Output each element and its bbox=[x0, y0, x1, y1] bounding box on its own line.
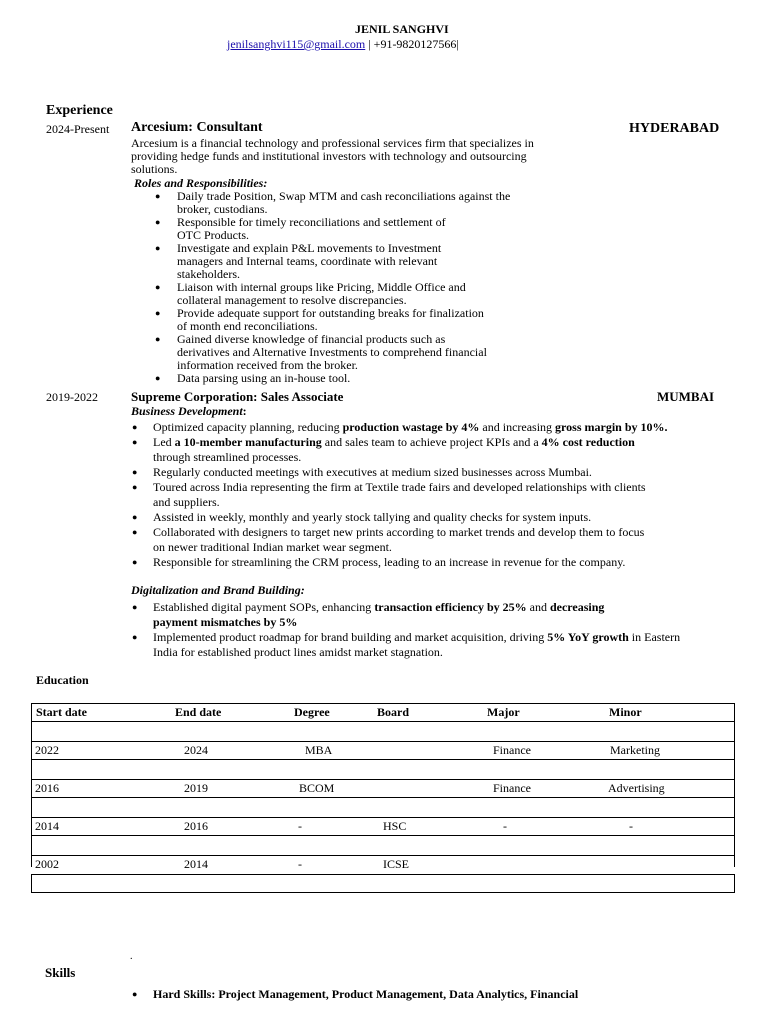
candidate-name: JENIL SANGHVI bbox=[355, 22, 449, 36]
job-location: MUMBAI bbox=[657, 389, 715, 404]
list-item: ● Optimized capacity planning, reducing production wastage by 4% and increasing gross margin by 10%. bbox=[153, 420, 713, 435]
col-degree: Degree bbox=[294, 705, 330, 719]
list-item: ● Assisted in weekly, monthly and yearly stock tallying and quality checks for system inputs. bbox=[153, 510, 713, 525]
col-major: Major bbox=[487, 705, 520, 719]
list-item: ● Investigate and explain P&L movements to Investment managers and Internal teams, coordinate with relevant stakeholders. bbox=[177, 242, 577, 281]
stray-dot: . bbox=[130, 951, 133, 962]
skills-list bbox=[153, 988, 713, 1001]
table-row: 2014 2016 - HSC - - bbox=[35, 819, 633, 833]
list-item: ● Daily trade Position, Swap MTM and cash reconciliations against the broker, custodians. bbox=[177, 190, 577, 216]
job-period: 2024-Present bbox=[46, 122, 110, 136]
summary-line: solutions. bbox=[131, 162, 178, 176]
phone-number: +91-9820127566| bbox=[373, 37, 459, 51]
list-item: ● Liaison with internal groups like Pricing, Middle Office and collateral management to resolve discrepancies. bbox=[177, 281, 577, 307]
summary-line: providing hedge funds and institutional investors with technology and outsourcing bbox=[131, 149, 527, 163]
table-row: 2016 2019 BCOM Finance Advertising bbox=[35, 781, 665, 795]
contact-line bbox=[227, 38, 459, 51]
business-development-heading: Business Development: bbox=[131, 404, 247, 418]
roles-heading: Roles and Responsibilities: bbox=[134, 176, 268, 190]
list-item: ● Regularly conducted meetings with executives at medium sized businesses across Mumbai. bbox=[153, 465, 713, 480]
education-heading: Education bbox=[36, 673, 89, 687]
digitalization-heading: Digitalization and Brand Building: bbox=[131, 583, 305, 597]
list-item: ● Toured across India representing the firm at Textile trade fairs and developed relationships with clients and suppliers. bbox=[153, 480, 713, 510]
list-item: ● Data parsing using an in-house tool. bbox=[177, 372, 577, 385]
table-row: 2002 2014 - ICSE bbox=[35, 857, 410, 871]
list-item: ● Hard Skills: Project Management, Product Management, Data Analytics, Financial bbox=[153, 988, 713, 1001]
col-minor: Minor bbox=[609, 705, 642, 719]
business-development-list bbox=[153, 420, 713, 570]
table-border bbox=[31, 703, 735, 867]
contact-separator: | bbox=[365, 37, 374, 51]
summary-line: Arcesium is a financial technology and professional services firm that specializes in bbox=[131, 136, 534, 150]
list-item: ● Implemented product roadmap for brand building and market acquisition, driving 5% YoY growth in Eastern India for established product lines amidst market stagnation. bbox=[153, 630, 723, 660]
col-start-date: Start date bbox=[36, 705, 87, 719]
table-row: 2022 2024 MBA Finance Marketing bbox=[35, 743, 660, 757]
skills-heading: Skills bbox=[45, 965, 76, 980]
job-location: HYDERABAD bbox=[629, 121, 720, 136]
list-item: ● Led a 10-member manufacturing and sales team to achieve project KPIs and a 4% cost reduction through streamlined processes. bbox=[153, 435, 713, 465]
list-item: ● Provide adequate support for outstanding breaks for finalization of month end reconciliations. bbox=[177, 307, 577, 333]
list-item: ● Established digital payment SOPs, enhancing transaction efficiency by 25% and decreasing payment mismatches by 5% bbox=[153, 600, 723, 630]
job-title: Supreme Corporation: Sales Associate bbox=[131, 389, 344, 404]
list-item: ● Responsible for timely reconciliations and settlement of OTC Products. bbox=[177, 216, 577, 242]
job-title: Arcesium: Consultant bbox=[131, 120, 263, 135]
responsibilities-list bbox=[177, 190, 577, 385]
job-period: 2019-2022 bbox=[46, 390, 98, 404]
experience-heading: Experience bbox=[46, 103, 113, 118]
list-item: ● Gained diverse knowledge of financial products such as derivatives and Alternative Investments to comprehend financial information received from the broker. bbox=[177, 333, 577, 372]
col-board: Board bbox=[377, 705, 410, 719]
digitalization-list bbox=[153, 600, 723, 660]
col-end-date: End date bbox=[175, 705, 222, 719]
list-item: ● Collaborated with designers to target new prints according to market trends and develop them to focus on newer traditional Indian market wear segment. bbox=[153, 525, 713, 555]
table-footer-row bbox=[31, 874, 735, 893]
list-item: ● Responsible for streamlining the CRM process, leading to an increase in revenue for the company. bbox=[153, 555, 713, 570]
email-link[interactable]: jenilsanghvi115@gmail.com bbox=[227, 37, 366, 51]
company-summary bbox=[131, 137, 571, 176]
